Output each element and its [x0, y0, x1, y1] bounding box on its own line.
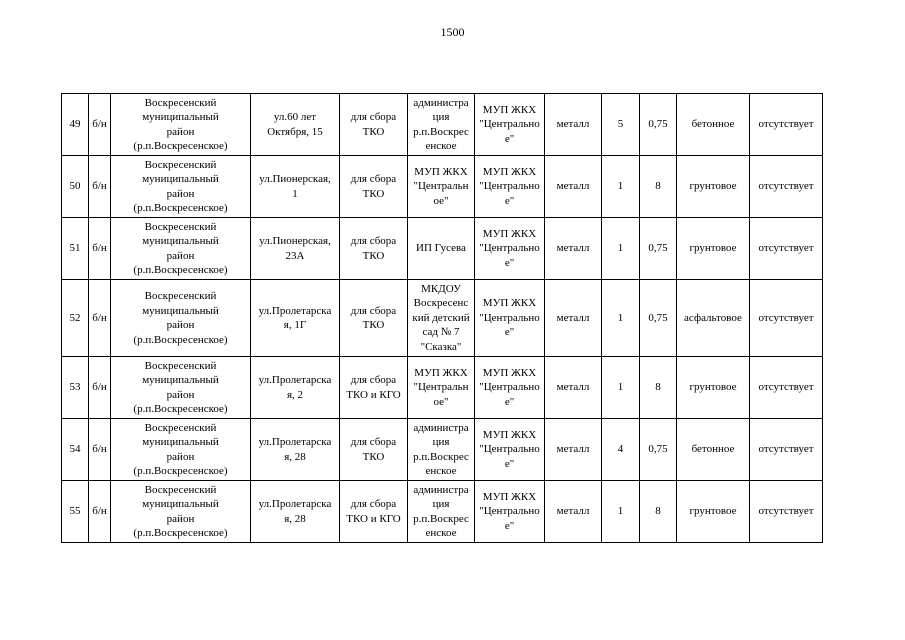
cell-district: Воскресенский муниципальный район (р.п.Воскресенское): [111, 419, 251, 481]
cell-purpose: для сбора ТКО: [340, 156, 408, 218]
cell-purpose: для сбора ТКО: [340, 218, 408, 280]
cell-container-volume: 0,75: [640, 280, 677, 357]
cell-purpose: для сбора ТКО и КГО: [340, 357, 408, 419]
cell-surface: грунтовое: [677, 357, 750, 419]
table-row: [62, 280, 823, 357]
cell-registry-number: б/н: [89, 94, 111, 156]
cell-operator: МУП ЖКХ "Центрально е": [475, 156, 545, 218]
cell-fence: отсутствует: [750, 94, 823, 156]
cell-container-volume: 8: [640, 156, 677, 218]
cell-registry-number: б/н: [89, 280, 111, 357]
cell-owner: администра ция р.п.Воскрес енское: [408, 481, 475, 543]
cell-operator: МУП ЖКХ "Центрально е": [475, 357, 545, 419]
cell-address: ул.Пионерская, 23А: [251, 218, 340, 280]
cell-surface: асфальтовое: [677, 280, 750, 357]
cell-surface: бетонное: [677, 419, 750, 481]
cell-registry-number: б/н: [89, 481, 111, 543]
table-row: [62, 156, 823, 218]
cell-number: 55: [62, 481, 89, 543]
cell-operator: МУП ЖКХ "Центрально е": [475, 218, 545, 280]
cell-number: 50: [62, 156, 89, 218]
cell-number: 49: [62, 94, 89, 156]
cell-purpose: для сбора ТКО и КГО: [340, 481, 408, 543]
table-row: [62, 481, 823, 543]
cell-surface: грунтовое: [677, 481, 750, 543]
cell-container-count: 1: [602, 156, 640, 218]
cell-container-volume: 0,75: [640, 218, 677, 280]
cell-address: ул.Пролетарска я, 28: [251, 481, 340, 543]
cell-operator: МУП ЖКХ "Центрально е": [475, 481, 545, 543]
cell-operator: МУП ЖКХ "Центрально е": [475, 419, 545, 481]
cell-surface: бетонное: [677, 94, 750, 156]
table-body: [62, 94, 823, 543]
table-row: [62, 218, 823, 280]
cell-registry-number: б/н: [89, 357, 111, 419]
cell-material: металл: [545, 419, 602, 481]
cell-number: 53: [62, 357, 89, 419]
cell-purpose: для сбора ТКО: [340, 280, 408, 357]
cell-district: Воскресенский муниципальный район (р.п.Воскресенское): [111, 357, 251, 419]
cell-address: ул.Пролетарска я, 28: [251, 419, 340, 481]
waste-sites-table: [61, 93, 823, 543]
cell-fence: отсутствует: [750, 481, 823, 543]
cell-container-count: 1: [602, 280, 640, 357]
table-row: [62, 419, 823, 481]
cell-material: металл: [545, 481, 602, 543]
cell-material: металл: [545, 218, 602, 280]
cell-material: металл: [545, 280, 602, 357]
cell-district: Воскресенский муниципальный район (р.п.Воскресенское): [111, 481, 251, 543]
cell-purpose: для сбора ТКО: [340, 419, 408, 481]
cell-district: Воскресенский муниципальный район (р.п.Воскресенское): [111, 94, 251, 156]
page-number: 1500: [440, 25, 465, 39]
cell-owner: МУП ЖКХ "Центральн ое": [408, 156, 475, 218]
cell-owner: МКДОУ Воскресенс кий детский сад № 7 "Сказка": [408, 280, 475, 357]
cell-number: 51: [62, 218, 89, 280]
cell-fence: отсутствует: [750, 218, 823, 280]
cell-operator: МУП ЖКХ "Центрально е": [475, 94, 545, 156]
cell-container-count: 1: [602, 357, 640, 419]
cell-container-volume: 8: [640, 481, 677, 543]
cell-material: металл: [545, 357, 602, 419]
cell-fence: отсутствует: [750, 357, 823, 419]
cell-container-count: 1: [602, 218, 640, 280]
cell-district: Воскресенский муниципальный район (р.п.Воскресенское): [111, 156, 251, 218]
cell-district: Воскресенский муниципальный район (р.п.Воскресенское): [111, 280, 251, 357]
cell-owner: администра ция р.п.Воскрес енское: [408, 94, 475, 156]
cell-container-count: 5: [602, 94, 640, 156]
cell-surface: грунтовое: [677, 218, 750, 280]
cell-operator: МУП ЖКХ "Центрально е": [475, 280, 545, 357]
cell-container-volume: 0,75: [640, 419, 677, 481]
table-row: [62, 357, 823, 419]
cell-fence: отсутствует: [750, 280, 823, 357]
cell-container-volume: 0,75: [640, 94, 677, 156]
cell-material: металл: [545, 156, 602, 218]
cell-owner: ИП Гусева: [408, 218, 475, 280]
cell-registry-number: б/н: [89, 218, 111, 280]
cell-material: металл: [545, 94, 602, 156]
cell-registry-number: б/н: [89, 156, 111, 218]
cell-address: ул.Пионерская, 1: [251, 156, 340, 218]
cell-address: ул.Пролетарска я, 2: [251, 357, 340, 419]
cell-number: 54: [62, 419, 89, 481]
cell-container-count: 4: [602, 419, 640, 481]
cell-registry-number: б/н: [89, 419, 111, 481]
cell-owner: администра ция р.п.Воскрес енское: [408, 419, 475, 481]
cell-container-volume: 8: [640, 357, 677, 419]
cell-container-count: 1: [602, 481, 640, 543]
cell-number: 52: [62, 280, 89, 357]
cell-purpose: для сбора ТКО: [340, 94, 408, 156]
cell-owner: МУП ЖКХ "Центральн ое": [408, 357, 475, 419]
table-row: [62, 94, 823, 156]
cell-fence: отсутствует: [750, 419, 823, 481]
cell-surface: грунтовое: [677, 156, 750, 218]
cell-fence: отсутствует: [750, 156, 823, 218]
cell-address: ул.Пролетарска я, 1Г: [251, 280, 340, 357]
cell-district: Воскресенский муниципальный район (р.п.Воскресенское): [111, 218, 251, 280]
cell-address: ул.60 лет Октября, 15: [251, 94, 340, 156]
